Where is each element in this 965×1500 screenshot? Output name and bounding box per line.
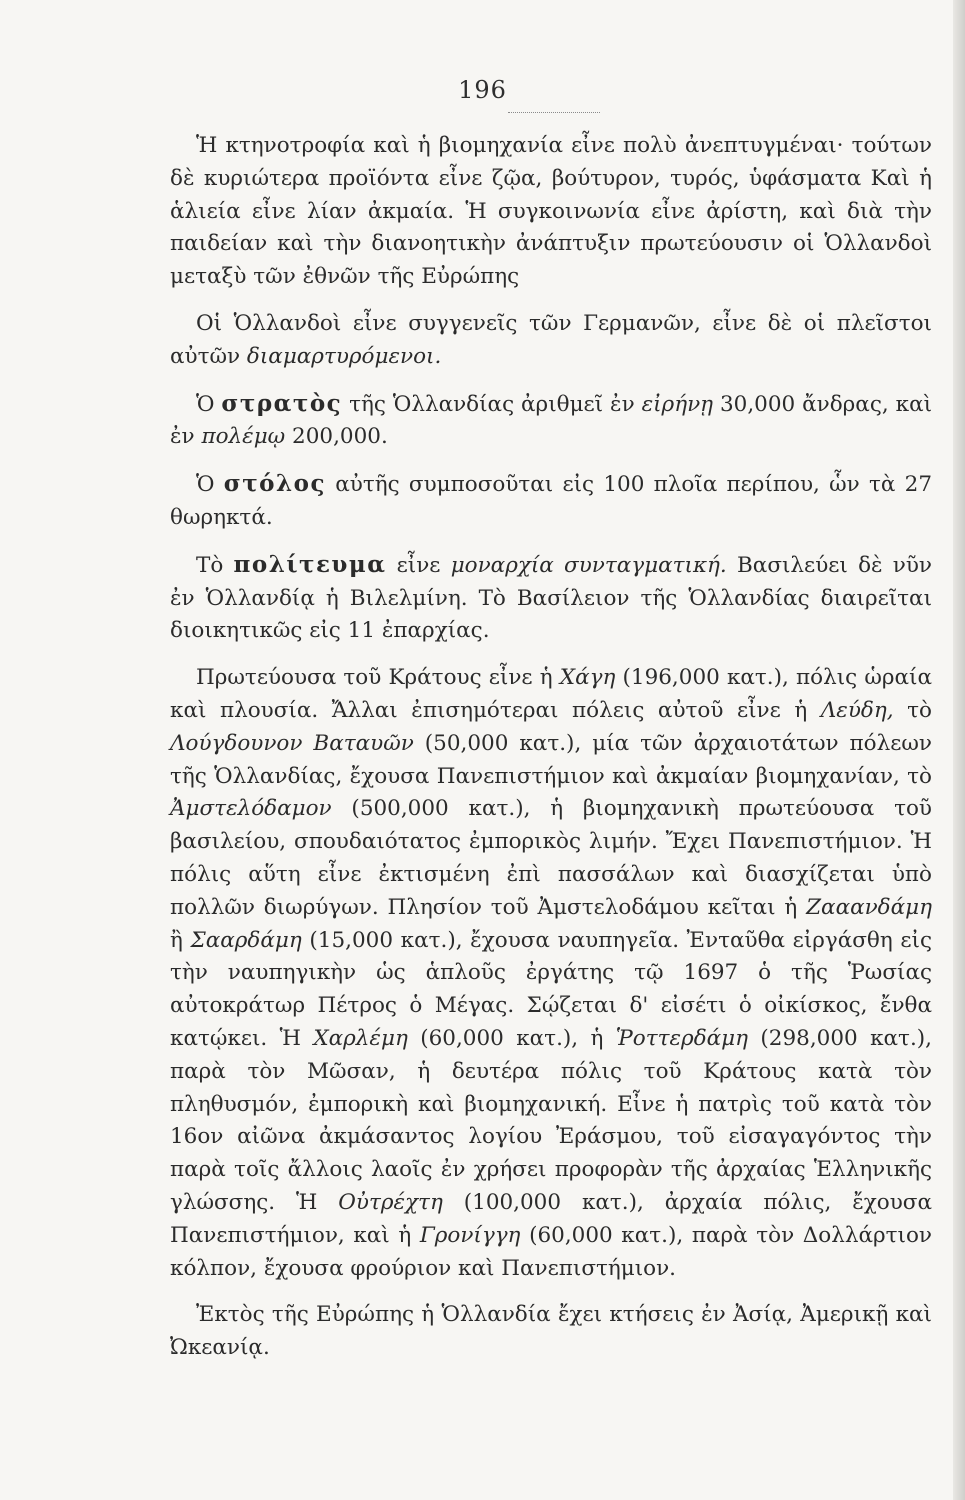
- text-segment: Βασιλεύει δὲ νῦν ἐν Ὁλλανδίᾳ ἡ Βιλελμίνη. Τὸ Βασίλειον τῆς Ὁλλανδίας διαιρεῖται διοικητικῶς εἰς 11 ἐπαρχίας.: [170, 552, 932, 644]
- text-segment: (298,000 κατ.), παρὰ τὸν Μῶσαν, ἡ δευτέρα πόλις τοῦ Κράτους κατὰ τὸν πληθυσμόν, ἐμπορικὴ καὶ βιομηχανική. Εἶνε ἡ πατρὶς τοῦ κατὰ τὸν 16ον αἰῶνα ἀκμάσαντος λογίου Ἐράσμου, τοῦ εἰσαγαγόντος τὴν παρὰ τοῖς ἄλλοις λαοῖς ἐν χρήσει προφορὰν τῆς ἀρχαίας Ἑλληνικῆς γλώσσης. Ἡ: [170, 1025, 932, 1215]
- keyword: πολίτευμα: [233, 550, 387, 578]
- text-segment: (15,000 κατ.), ἔχουσα ναυπηγεῖα. Ἐνταῦθα εἰργάσθη εἰς τὴν ναυπηγικὴν ὡς ἁπλοῦς ἐργάτης τῷ 1697 ὁ τῆς Ῥωσίας αὐτοκράτωρ Πέτρος ὁ Μέγας. Σῴζεται δ' εἰσέτι ὁ οἰκίσκος, ἔνθα κατῴκει. Ἡ: [170, 927, 933, 1051]
- paragraph-government: [170, 549, 932, 648]
- emphasis: εἰρήνῃ: [641, 391, 714, 417]
- emphasis: διαμαρτυρόμενοι.: [246, 343, 442, 369]
- emphasis: Χαρλέμη: [313, 1025, 408, 1051]
- paragraph-kinship: [170, 308, 932, 374]
- emphasis: πολέμῳ: [201, 424, 286, 450]
- text-segment: 200,000.: [285, 424, 388, 450]
- text-segment: Πρωτεύουσα τοῦ Κράτους εἶνε ἡ: [196, 665, 560, 691]
- keyword: στρατὸς: [221, 389, 343, 417]
- emphasis: Λεύδη,: [820, 697, 894, 723]
- text-segment: τῆς Ὁλλανδίας ἀριθμεῖ ἐν: [342, 391, 642, 417]
- text-segment: Ὁ: [196, 472, 224, 498]
- page-number-rule: [508, 112, 600, 113]
- text-segment: εἶνε: [386, 552, 451, 578]
- text-segment: (500,000 κατ.), ἡ βιομηχανικὴ πρωτεύουσα τοῦ βασιλείου, σπουδαιότατος ἐμπορικὸς λιμήν. Ἔχει Πανεπιστήμιον. Ἡ πόλις αὕτη εἶνε ἐκτισμένη ἐπὶ πασσάλων καὶ διασχίζεται ὑπὸ πολλῶν διωρύγων. Πλησίον τοῦ Ἀμστελοδάμου κεῖται ἡ: [170, 796, 932, 920]
- paragraph-possessions: [170, 1299, 932, 1365]
- text-segment: (100,000 κατ.), ἀρχαία πόλις, ἔχουσα Πανεπιστήμιον, καὶ ἡ: [170, 1189, 932, 1248]
- page-number: 196: [458, 76, 507, 104]
- text-segment: 30,000 ἄνδρας, καὶ ἐν: [170, 391, 933, 450]
- paragraph-livestock: [170, 130, 932, 294]
- keyword: στόλος: [223, 470, 326, 498]
- emphasis: Γρονίγγη: [419, 1222, 521, 1248]
- text-segment: (60,000 κατ.), παρὰ τὸν Δολλάρτιον κόλπον, ἔχουσα φρούριον καὶ Πανεπιστήμιον.: [170, 1222, 932, 1281]
- text-segment: ἢ: [170, 927, 191, 953]
- emphasis: Λούγδουνον Βαταυῶν: [170, 730, 414, 756]
- text-segment: Ὁ: [196, 391, 222, 417]
- emphasis: Ῥοττερδάμη: [615, 1025, 749, 1051]
- text-segment: τὸ: [893, 697, 932, 723]
- text-segment: (196,000 κατ.), πόλις ὡραία καὶ πλουσία. Ἄλλαι ἐπισημότεραι πόλεις αὐτοῦ εἶνε ἡ: [170, 665, 933, 723]
- text-segment: αὐτῆς συμποσοῦται εἰς 100 πλοῖα περίπου, ὧν τὰ 27 θωρηκτά.: [170, 472, 932, 530]
- emphasis: Ἀμστελόδαμον: [170, 796, 332, 822]
- text-segment: (60,000 κατ.), ἡ: [407, 1025, 616, 1051]
- emphasis: Ζααανδάμη: [806, 894, 932, 920]
- paragraph-cities: [170, 662, 932, 1285]
- emphasis: Οὐτρέχτη: [338, 1189, 443, 1215]
- text-segment: (50,000 κατ.), μία τῶν ἀρχαιοτάτων πόλεων τῆς Ὁλλανδίας, ἔχουσα Πανεπιστήμιον καὶ ἀκμαίαν βιομηχανίαν, τὸ: [170, 730, 932, 789]
- emphasis: μοναρχία συνταγματική.: [450, 552, 727, 578]
- paragraph-army: [170, 388, 932, 455]
- page-edge-shadow: [953, 0, 965, 1500]
- text-segment: Τὸ: [196, 552, 234, 578]
- text-segment: Ἐκτὸς τῆς Εὐρώπης ἡ Ὁλλανδία ἔχει κτήσεις ἐν Ἀσίᾳ, Ἀμερικῇ καὶ Ὠκεανίᾳ.: [170, 1302, 932, 1361]
- text-segment: Ἡ κτηνοτροφία καὶ ἡ βιομηχανία εἶνε πολὺ ἀνεπτυγμέναι· τούτων δὲ κυριώτερα προϊόντα εἶνε ζῷα, βούτυρον, τυρός, ὑφάσματα Καὶ ἡ ἁλιεία εἶνε λίαν ἀκμαία. Ἡ συγκοινωνία εἶνε ἀρίστη, καὶ διὰ τὴν παιδείαν καὶ τὴν διανοητικὴν ἀνάπτυξιν πρωτεύουσιν οἱ Ὁλλανδοὶ μεταξὺ τῶν ἐθνῶν τῆς Εὐρώπης: [170, 133, 932, 290]
- body-text: [170, 130, 932, 1365]
- text-segment: Οἱ Ὁλλανδοὶ εἶνε συγγενεῖς τῶν Γερμανῶν, εἶνε δὲ οἱ πλεῖστοι αὐτῶν: [170, 310, 932, 369]
- paragraph-fleet: [170, 468, 932, 535]
- emphasis: Χάγη: [559, 665, 616, 691]
- emphasis: Σααρδάμη: [190, 927, 302, 953]
